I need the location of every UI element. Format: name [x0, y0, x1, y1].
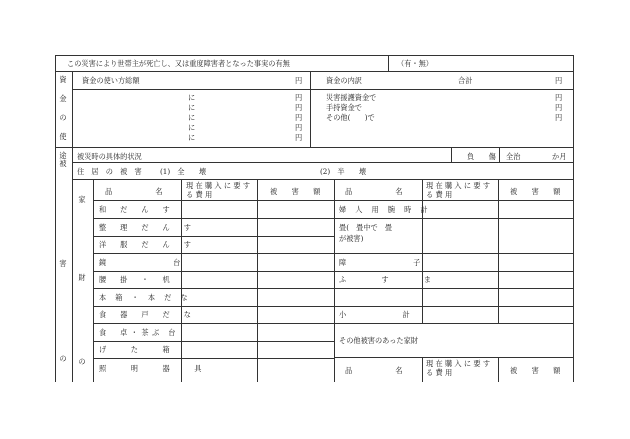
left-item: 洋 服 だ ん す [99, 240, 195, 249]
left-amount-header: 被 害 額 [270, 187, 321, 196]
right-cost-header-2: 現 在 購 入 に 要 す る 費 用 [426, 359, 491, 377]
situation-label: 被災時の具体的状況 [77, 152, 142, 161]
left-item: 本 箱 ・ 本 だ な [99, 293, 191, 302]
right-item-header-2: 品 名 [345, 366, 403, 375]
left-item-header: 品 名 [105, 187, 163, 196]
usage-row-unit: 円 [295, 123, 303, 132]
usage-total-unit: 円 [295, 76, 303, 85]
left-item: 腰 掛 ・ 机 [99, 275, 174, 284]
fund-use-side-label: 資 金 の 使 途 [59, 75, 67, 160]
residence-option-half[interactable]: (2) 半 壊 [320, 167, 367, 176]
usage-row-prefix: に [188, 93, 196, 102]
usage-row-unit: 円 [295, 103, 303, 112]
damage-side-label-2: 害 [59, 259, 67, 268]
usage-row-unit: 円 [295, 113, 303, 122]
breakdown-label: 資金の内訳 [326, 76, 362, 85]
right-item: 畳( 畳中で 畳 [339, 223, 393, 232]
left-item: げ た 箱 [99, 345, 174, 354]
breakdown-total-label: 合計 [458, 76, 473, 85]
right-amount-header-2: 被 害 額 [510, 366, 561, 375]
application-form-page [55, 55, 574, 382]
death-question-label: この災害により世帯主が死亡し、又は重度障害者となった事実の有無 [67, 59, 290, 68]
left-cost-header: 現 在 購 入 に 要 す る 費 用 [186, 181, 251, 199]
household-label-3: の [78, 357, 86, 366]
right-amount-header: 被 害 額 [510, 187, 561, 196]
usage-row-prefix: に [188, 103, 196, 112]
recovery-label: 全治 [506, 152, 521, 161]
right-item: 小 計 [339, 310, 414, 319]
damage-side-label-1: 被 [59, 159, 67, 168]
left-item: 食 器 戸 だ な [99, 310, 195, 319]
household-label-2: 財 [78, 273, 86, 282]
breakdown-item-unit: 円 [555, 113, 563, 122]
injury-label: 負 傷 [467, 152, 496, 161]
breakdown-item-unit: 円 [555, 103, 563, 112]
right-item-header: 品 名 [345, 187, 403, 196]
right-item: 障 子 [339, 258, 424, 267]
residence-option-total[interactable]: (1) 全 壊 [160, 167, 207, 176]
breakdown-total-unit: 円 [555, 76, 563, 85]
left-item: 和 だ ん す [99, 205, 174, 214]
usage-row-unit: 円 [295, 93, 303, 102]
right-other-items-label: その他被害のあった家財 [339, 336, 418, 345]
usage-row-unit: 円 [295, 133, 303, 142]
left-item: 照 明 器 具 [99, 364, 205, 373]
breakdown-item-unit: 円 [555, 93, 563, 102]
right-item: 婦 人 用 腕 時 計 [339, 205, 431, 214]
left-item: 鏡 台 [99, 258, 184, 267]
left-item: 食 卓・茶ぶ 台 [99, 328, 179, 337]
right-cost-header: 現 在 購 入 に 要 す る 費 用 [426, 181, 491, 199]
breakdown-item-label: その他( )で [326, 113, 375, 122]
damage-side-label-3: の [59, 354, 67, 363]
household-label-1: 家 [78, 195, 86, 204]
right-item: が被害) [339, 234, 364, 243]
right-item: ふ す ま [339, 275, 435, 284]
breakdown-item-label: 災害援護資金で [326, 93, 377, 102]
death-question-answer[interactable]: （有・無） [397, 59, 433, 68]
usage-total-label: 資金の使い方総額 [82, 76, 140, 85]
usage-row-prefix: に [188, 133, 196, 142]
usage-row-prefix: に [188, 123, 196, 132]
left-item: 整 理 だ ん す [99, 223, 195, 232]
usage-row-prefix: に [188, 113, 196, 122]
residence-damage-label: 住 居 の 被 害 [77, 167, 142, 176]
breakdown-item-label: 手持資金で [326, 103, 362, 112]
recovery-unit: か月 [552, 152, 567, 161]
